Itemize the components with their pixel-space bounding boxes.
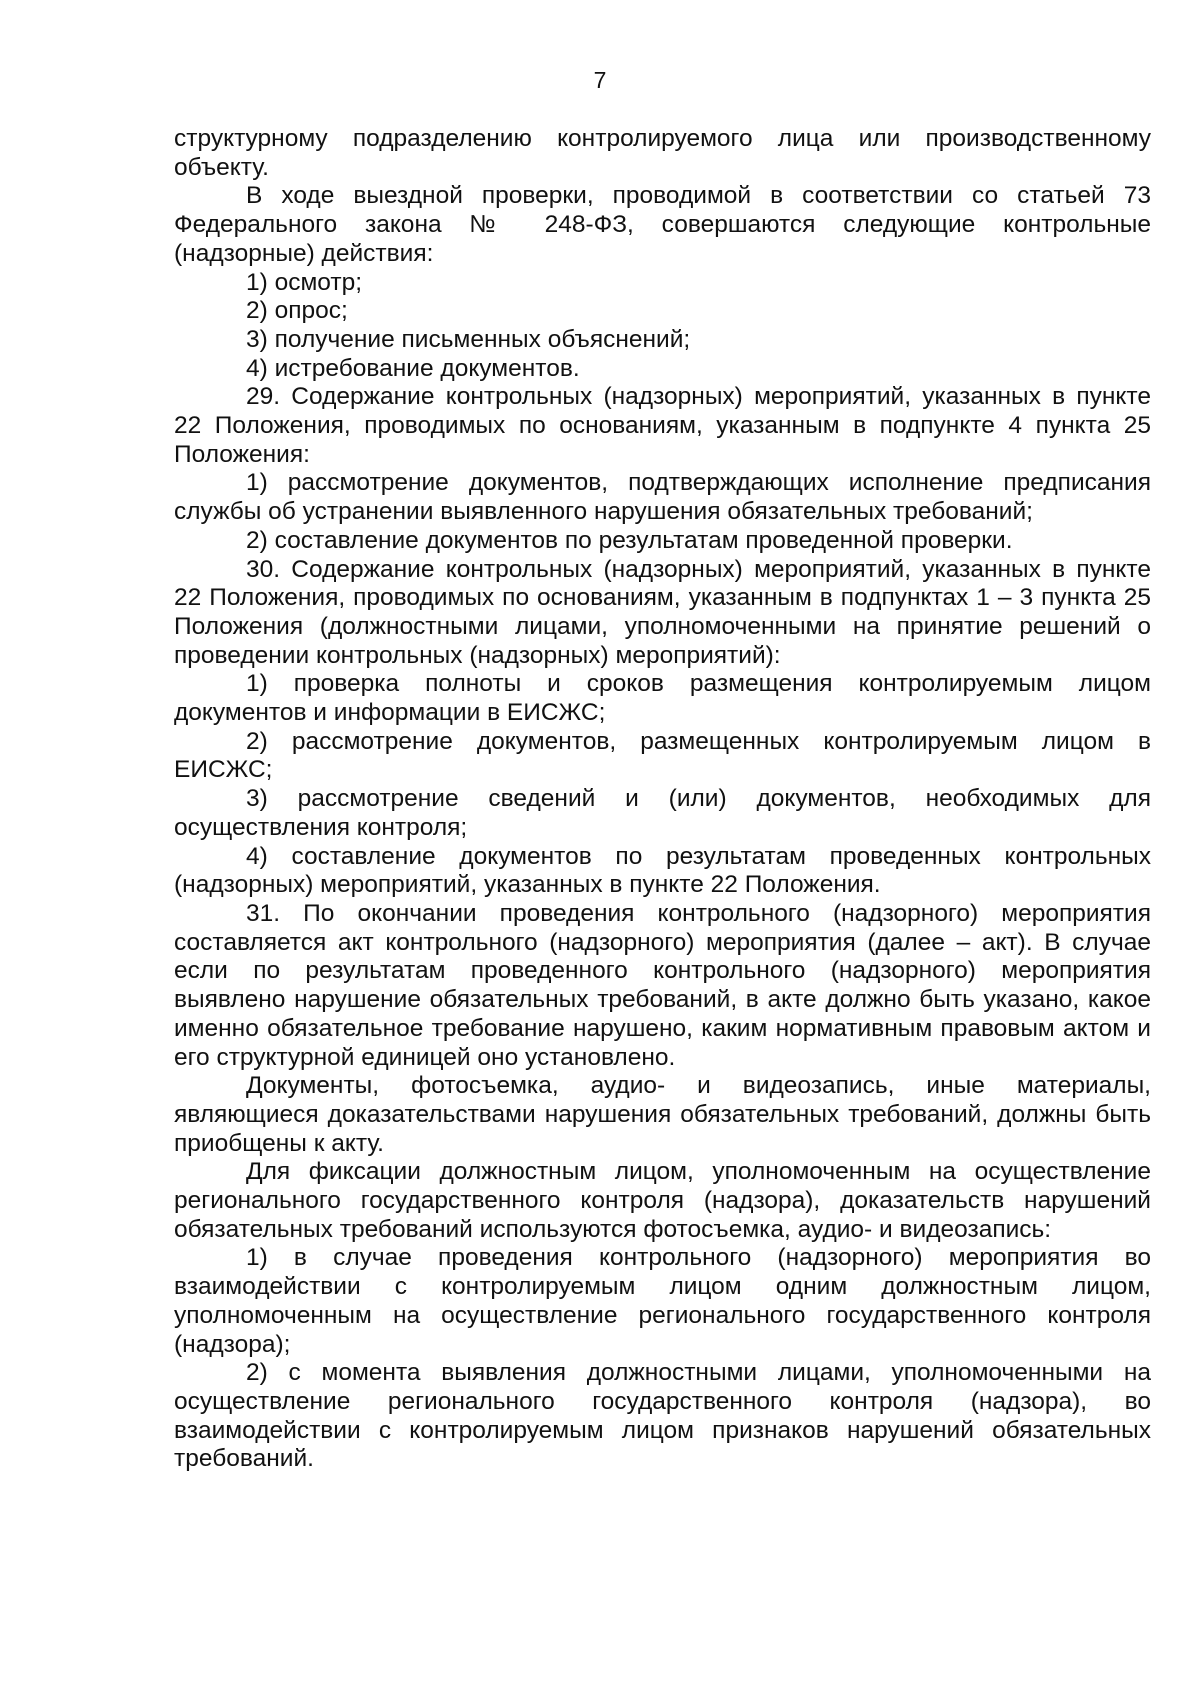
paragraph: Для фиксации должностным лицом, уполномоченным на осуществление регионального государственного контроля (надзора), доказательств нарушений обязательных требований используются фотосъемка, аудио- и видеозапись: bbox=[174, 1158, 1151, 1243]
list-item: 1) осмотр; bbox=[246, 268, 363, 296]
list-item: 4) истребование документов. bbox=[246, 354, 580, 382]
paragraph: структурному подразделению контролируемого лица или производственному объекту. bbox=[174, 125, 1151, 181]
clause-29: 29. Содержание контрольных (надзорных) мероприятий, указанных в пункте 22 Положения, проводимых по основаниям, указанным в подпункте 4 пункта 25 Положения: bbox=[174, 383, 1151, 468]
list-item: 2) рассмотрение документов, размещенных контролируемым лицом в ЕИСЖС; bbox=[174, 727, 1151, 784]
list-item: 1) в случае проведения контрольного (надзорного) мероприятия во взаимодействии с контролируемым лицом одним должностным лицом, уполномоченным на осуществление регионального государственного контроля (надзора); bbox=[174, 1244, 1151, 1358]
clause-30: 30. Содержание контрольных (надзорных) мероприятий, указанных в пункте 22 Положения, проводимых по основаниям, указанным в подпунктах 1 – 3 пункта 25 Положения (должностными лицами, уполномоченными на принятие решений о проведении контрольных (надзорных) мероприятий): bbox=[174, 555, 1151, 669]
list-item: 2) составление документов по результатам проведенной проверки. bbox=[246, 526, 1013, 554]
page-number: 7 bbox=[593, 67, 607, 93]
paragraph: Документы, фотосъемка, аудио- и видеозапись, иные материалы, являющиеся доказательствами нарушения обязательных требований, должны быть приобщены к акту. bbox=[174, 1072, 1151, 1157]
paragraph: В ходе выездной проверки, проводимой в соответствии со статьей 73 Федерального закона № 248-ФЗ, совершаются следующие контрольные (надзорные) действия: bbox=[174, 182, 1151, 267]
list-item: 4) составление документов по результатам проведенных контрольных (надзорных) мероприятий, указанных в пункте 22 Положения. bbox=[174, 842, 1151, 899]
list-item: 1) проверка полноты и сроков размещения контролируемым лицом документов и информации в ЕИСЖС; bbox=[174, 670, 1151, 727]
clause-31: 31. По окончании проведения контрольного (надзорного) мероприятия составляется акт контрольного (надзорного) мероприятия (далее – акт). В случае если по результатам проведенного контрольного (надзорного) мероприятия выявлено нарушение обязательных требований, в акте должно быть указано, какое именно обязательное требование нарушено, каким нормативным правовым актом и его структурной единицей оно установлено. bbox=[174, 899, 1151, 1071]
list-item: 2) с момента выявления должностными лицами, уполномоченными на осуществление регионального государственного контроля (надзора), во взаимодействии с контролируемым лицом признаков нарушений обязательных требований. bbox=[174, 1359, 1151, 1473]
list-item: 1) рассмотрение документов, подтверждающих исполнение предписания службы об устранении выявленного нарушения обязательных требований; bbox=[174, 469, 1151, 526]
document-body bbox=[174, 125, 1151, 1474]
list-item: 2) опрос; bbox=[246, 297, 348, 325]
list-item: 3) получение письменных объяснений; bbox=[246, 325, 691, 353]
list-item: 3) рассмотрение сведений и (или) документов, необходимых для осуществления контроля; bbox=[174, 785, 1151, 841]
